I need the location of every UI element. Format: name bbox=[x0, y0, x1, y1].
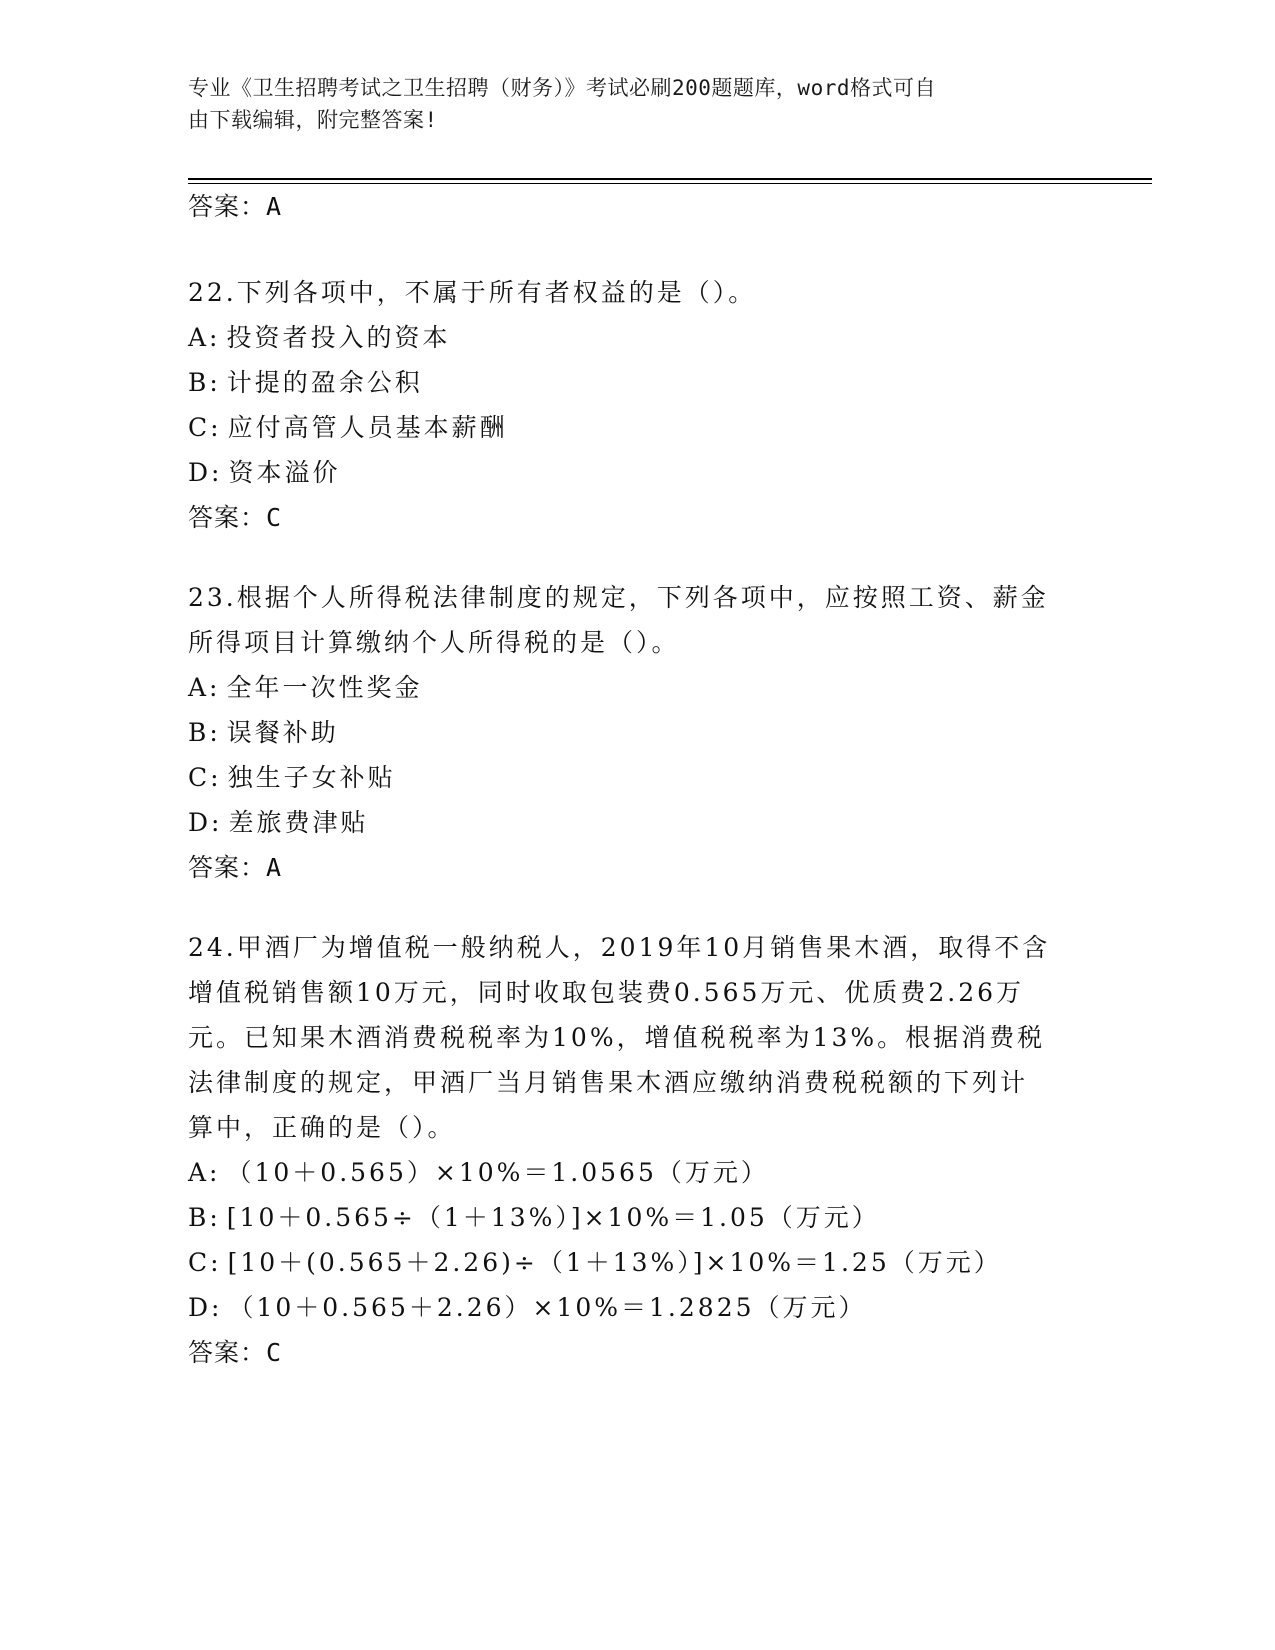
option-text: [10＋0.565÷（1＋13%）]×10%＝1.05（万元） bbox=[226, 1203, 880, 1232]
option-text: 资本溢价 bbox=[228, 458, 341, 487]
question-23 bbox=[188, 575, 1088, 890]
option-letter: D: bbox=[188, 1293, 223, 1322]
answer-value: A bbox=[266, 853, 283, 882]
answer-label: 答案： bbox=[188, 853, 267, 882]
answer-value: C bbox=[266, 1338, 283, 1367]
header-line-2: 由下载编辑，附完整答案! bbox=[188, 108, 438, 132]
option-text: 应付高管人员基本薪酬 bbox=[227, 413, 508, 442]
option-d bbox=[188, 1285, 1088, 1330]
answer-value: A bbox=[266, 192, 283, 221]
option-letter: D: bbox=[188, 808, 223, 837]
header-divider-thick bbox=[188, 178, 1152, 180]
option-a bbox=[188, 315, 1088, 360]
answer-label: 答案： bbox=[188, 1338, 267, 1367]
option-letter: A: bbox=[188, 673, 221, 702]
question-stem-line: 法律制度的规定，甲酒厂当月销售果木酒应缴纳消费税税额的下列计 bbox=[188, 1068, 1029, 1097]
option-letter: C: bbox=[188, 1248, 222, 1277]
option-c bbox=[188, 1240, 1088, 1285]
option-text: 计提的盈余公积 bbox=[226, 368, 423, 397]
answer-label: 答案： bbox=[188, 192, 267, 221]
question-stem-line: 元。已知果木酒消费税税率为10%，增值税税率为13%。根据消费税 bbox=[188, 1023, 1046, 1052]
option-letter: B: bbox=[188, 1203, 221, 1232]
option-c bbox=[188, 405, 1088, 450]
option-a bbox=[188, 1150, 1088, 1195]
option-letter: C: bbox=[188, 413, 222, 442]
question-24 bbox=[188, 925, 1088, 1375]
answer-value: C bbox=[266, 503, 283, 532]
answer-line bbox=[188, 845, 1088, 890]
option-text: 差旅费津贴 bbox=[228, 808, 369, 837]
previous-answer bbox=[188, 184, 1088, 229]
option-text: [10＋(0.565＋2.26)÷（1＋13%）]×10%＝1.25（万元） bbox=[227, 1248, 1002, 1277]
question-stem-line: 所得项目计算缴纳个人所得税的是（）。 bbox=[188, 628, 680, 657]
page-header bbox=[188, 72, 1068, 136]
option-text: 独生子女补贴 bbox=[227, 763, 396, 792]
option-letter: A: bbox=[188, 1158, 221, 1187]
option-text: 全年一次性奖金 bbox=[226, 673, 423, 702]
option-a bbox=[188, 665, 1088, 710]
answer-label: 答案： bbox=[188, 503, 267, 532]
option-letter: C: bbox=[188, 763, 222, 792]
option-letter: B: bbox=[188, 368, 221, 397]
option-c bbox=[188, 755, 1088, 800]
option-text: （10＋0.565＋2.26）×10%＝1.2825（万元） bbox=[228, 1293, 867, 1322]
option-text: 误餐补助 bbox=[226, 718, 339, 747]
option-b bbox=[188, 360, 1088, 405]
question-stem-line: 增值税销售额10万元，同时收取包装费0.565万元、优质费2.26万 bbox=[188, 978, 1025, 1007]
question-stem-line: 算中，正确的是（）。 bbox=[188, 1113, 456, 1142]
answer-line bbox=[188, 1330, 1088, 1375]
option-text: （10＋0.565）×10%＝1.0565（万元） bbox=[226, 1158, 769, 1187]
option-b bbox=[188, 1195, 1088, 1240]
option-d bbox=[188, 800, 1088, 845]
question-stem-line: 22.下列各项中，不属于所有者权益的是（）。 bbox=[188, 278, 757, 307]
option-b bbox=[188, 710, 1088, 755]
question-stem-line: 24.甲酒厂为增值税一般纳税人，2019年10月销售果木酒，取得不含 bbox=[188, 933, 1051, 962]
question-22 bbox=[188, 270, 1088, 540]
question-stem-line: 23.根据个人所得税法律制度的规定，下列各项中，应按照工资、薪金 bbox=[188, 583, 1049, 612]
header-line-1: 专业《卫生招聘考试之卫生招聘（财务）》考试必刷200题题库，word格式可自 bbox=[188, 76, 936, 100]
option-letter: B: bbox=[188, 718, 221, 747]
option-text: 投资者投入的资本 bbox=[226, 323, 451, 352]
option-d bbox=[188, 450, 1088, 495]
answer-line bbox=[188, 495, 1088, 540]
option-letter: A: bbox=[188, 323, 221, 352]
answer-line bbox=[188, 184, 1088, 229]
option-letter: D: bbox=[188, 458, 223, 487]
